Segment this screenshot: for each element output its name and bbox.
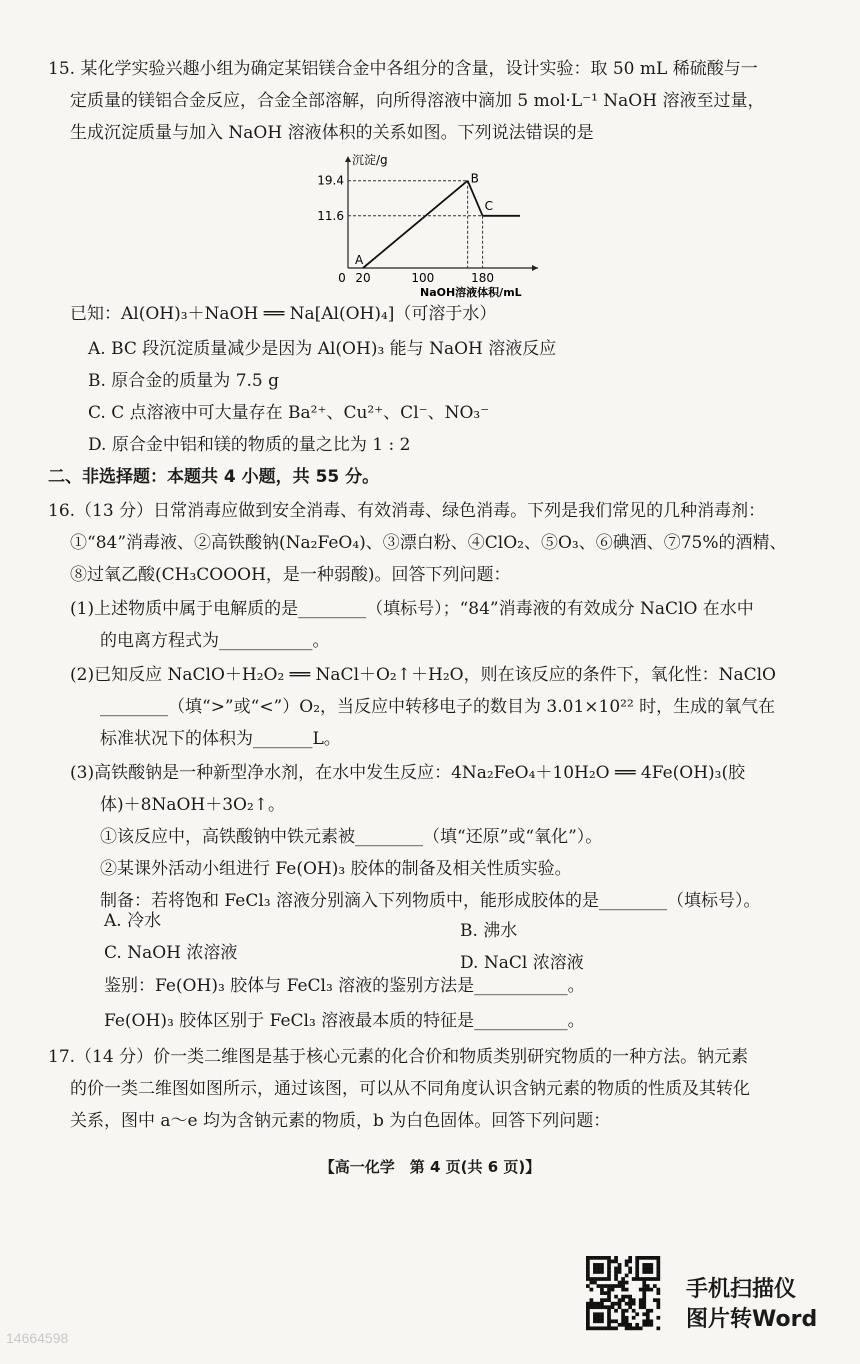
q15-known: 已知：Al(OH)₃＋NaOH ══ Na[Al(OH)₄]（可溶于水）	[70, 304, 497, 324]
x-tick-label: 100	[411, 271, 435, 285]
q15-option-b: B. 原合金的质量为 7.5 g	[88, 371, 280, 391]
watermark-line2: 图片转Word	[686, 1307, 818, 1332]
q16-part2-line3: 标准状况下的体积为_______L。	[100, 729, 341, 749]
x-tick-label: 0	[338, 271, 346, 285]
q16-sub2: ②某课外活动小组进行 Fe(OH)₃ 胶体的制备及相关性质实验。	[100, 859, 572, 879]
side-id: 14664598	[6, 1330, 69, 1346]
q15-line2: 定质量的镁铝合金反应，合金全部溶解，向所得溶液中滴加 5 mol·L⁻¹ NaOH 溶液至过量，	[70, 91, 765, 111]
qr-code-icon	[586, 1256, 660, 1330]
q16-option-d: D. NaCl 浓溶液	[460, 953, 584, 973]
q16-preparation: 制备：若将饱和 FeCl₃ 溶液分别滴入下列物质中，能形成胶体的是________（填标号）。	[100, 891, 761, 911]
y-tick-label: 11.6	[317, 208, 344, 223]
q16-part2-line1: (2)已知反应 NaClO＋H₂O₂ ══ NaCl＋O₂↑＋H₂O，则在该反应的条件下，氧化性：NaClO	[70, 665, 776, 685]
q15-option-a: A. BC 段沉淀质量减少是因为 Al(OH)₃ 能与 NaOH 溶液反应	[88, 339, 557, 359]
watermark-line1: 手机扫描仪	[686, 1277, 797, 1302]
q16-identify-line1: 鉴别：Fe(OH)₃ 胶体与 FeCl₃ 溶液的鉴别方法是___________。	[104, 976, 585, 996]
y-tick-label: 19.4	[317, 173, 344, 188]
q16-part1-line2: 的电离方程式为___________。	[100, 631, 330, 651]
point-label-a: A	[354, 253, 364, 267]
x-tick-label: 180	[471, 271, 495, 285]
q17-line1: 17.（14 分）价一类二维图是基于核心元素的化合价和物质类别研究物质的一种方法。钠元素	[48, 1047, 749, 1067]
q16-part1-line1: (1)上述物质中属于电解质的是________（填标号）；“84”消毒液的有效成分 NaClO 在水中	[70, 599, 754, 619]
y-axis-arrow	[345, 156, 351, 162]
q15-option-d: D. 原合金中铝和镁的物质的量之比为 1 : 2	[88, 435, 411, 455]
q16-identify-line2: Fe(OH)₃ 胶体区别于 FeCl₃ 溶液最本质的特征是___________。	[104, 1011, 585, 1031]
q15-line3: 生成沉淀质量与加入 NaOH 溶液体积的关系如图。下列说法错误的是	[70, 123, 594, 143]
section-heading: 二、非选择题：本题共 4 小题，共 55 分。	[48, 467, 380, 487]
q16-part3-line2: 体)＋8NaOH＋3O₂↑。	[100, 795, 286, 815]
point-label-c: C	[484, 198, 493, 213]
q16-option-c: C. NaOH 浓溶液	[104, 943, 238, 963]
q16-option-b: B. 沸水	[460, 921, 518, 941]
segment-ab	[363, 181, 468, 268]
q17-line2: 的价一类二维图如图所示，通过该图，可以从不同角度认识含钠元素的物质的性质及其转化	[70, 1079, 750, 1099]
x-axis-arrow	[532, 265, 538, 271]
q15-line1: 15. 某化学实验兴趣小组为确定某铝镁合金中各组分的含量，设计实验：取 50 mL 稀硫酸与一	[48, 59, 758, 79]
q16-sub1: ①该反应中，高铁酸钠中铁元素被________（填“还原”或“氧化”）。	[100, 827, 603, 847]
y-axis-label: 沉淀/g	[352, 153, 388, 167]
point-label-b: B	[470, 171, 479, 186]
q16-line2: ①“84”消毒液、②高铁酸钠(Na₂FeO₄)、③漂白粉、④ClO₂、⑤O₃、⑥碘酒、⑦75%的酒精、	[70, 533, 787, 553]
q16-option-a: A. 冷水	[104, 911, 162, 931]
q16-part3-line1: (3)高铁酸钠是一种新型净水剂，在水中发生反应：4Na₂FeO₄＋10H₂O ══ 4Fe(OH)₃(胶	[70, 763, 746, 783]
q16-line3: ⑧过氧乙酸(CH₃COOOH，是一种弱酸)。回答下列问题：	[70, 565, 511, 585]
x-tick-label: 20	[355, 271, 371, 285]
segment-bc	[468, 181, 483, 216]
precipitate-chart	[317, 152, 550, 300]
q17-line3: 关系，图中 a～e 均为含钠元素的物质，b 为白色固体。回答下列问题：	[70, 1111, 611, 1131]
page-footer: 【高一化学 第 4 页(共 6 页)】	[319, 1158, 541, 1176]
q15-option-c: C. C 点溶液中可大量存在 Ba²⁺、Cu²⁺、Cl⁻、NO₃⁻	[88, 403, 490, 423]
q16-line1: 16.（13 分）日常消毒应做到安全消毒、有效消毒、绿色消毒。下列是我们常见的几种消毒剂：	[48, 501, 766, 521]
q16-part2-line2: ________（填“>”或“<”）O₂，当反应中转移电子的数目为 3.01×10²² 时，生成的氧气在	[100, 697, 776, 717]
x-axis-label: NaOH溶液体积/mL	[420, 286, 522, 299]
